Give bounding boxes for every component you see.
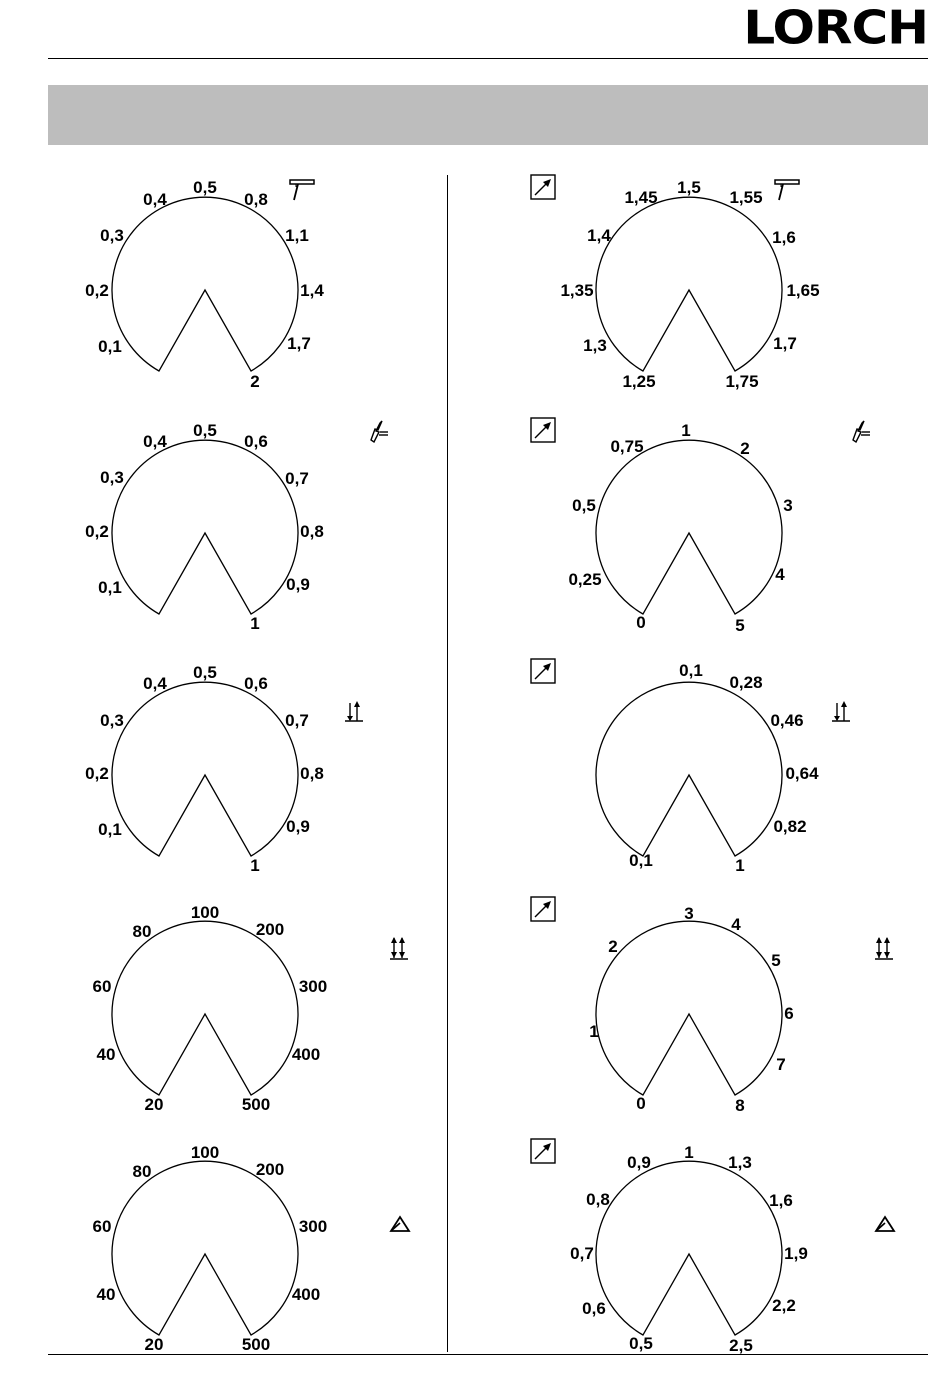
dial-shape: [112, 197, 298, 371]
dial-scale-label: 500: [241, 1095, 271, 1114]
dial-scale-label: 0,1: [629, 851, 653, 870]
dial-scale-label: 0,75: [610, 437, 644, 456]
dial-scale-label: 0,3: [100, 468, 124, 487]
dial-scale-label: 1,55: [729, 188, 763, 207]
dial-scale-label: 1: [735, 856, 745, 875]
dial-scale-label: 0,4: [143, 432, 167, 451]
dial-scale-label: 1,7: [773, 334, 797, 353]
dial-scale-label: 20: [144, 1095, 164, 1114]
dial-scale-label: 1,3: [728, 1153, 752, 1172]
dial-scale-label: 0,3: [100, 226, 124, 245]
dial-scale-label: 1,4: [300, 281, 324, 300]
dial-scale-label: 3: [684, 904, 694, 923]
dial-shape: [112, 1161, 298, 1335]
dial-scale-label: 0,5: [193, 421, 217, 440]
dial-scale-label: 60: [92, 977, 112, 996]
dial-scale-label: 400: [291, 1045, 321, 1064]
dial-scale-label: 0,6: [582, 1299, 606, 1318]
dial-scale-label: 1,75: [725, 372, 759, 391]
dial-scale-label: 0,64: [785, 764, 819, 783]
dial-scale-label: 60: [92, 1217, 112, 1236]
dial-shape: [596, 921, 782, 1095]
dial-scale-label: 80: [132, 922, 152, 941]
dial-shape: [596, 1161, 782, 1335]
dial-scale-label: 0,4: [143, 190, 167, 209]
dial-scale-label: 400: [291, 1285, 321, 1304]
dial-scale-label: 1,25: [622, 372, 656, 391]
dial-scale-label: 100: [190, 903, 220, 922]
dial-scale-label: 1,35: [560, 281, 594, 300]
dial-shape: [596, 682, 782, 856]
dial-scale-label: 1,7: [287, 334, 311, 353]
dial-scale-label: 1: [250, 856, 260, 875]
dial-scale-label: 0,3: [100, 711, 124, 730]
column-divider: [447, 175, 448, 1352]
dial-scale-label: 100: [190, 1143, 220, 1162]
dial-scale-label: 1,6: [769, 1191, 793, 1210]
dial-scale-label: 40: [96, 1285, 116, 1304]
dial-scale-label: 1,4: [587, 226, 611, 245]
dial-scale-label: 7: [776, 1055, 786, 1074]
dial-scale-label: 0,2: [85, 522, 109, 541]
dial-scale-label: 200: [255, 1160, 285, 1179]
dial-scale-label: 0,1: [98, 820, 122, 839]
dial-scale-label: 0,6: [244, 432, 268, 451]
dial-scale-label: 0,7: [285, 469, 309, 488]
dial-scale-label: 1: [250, 614, 260, 633]
dial-scale-label: 1,3: [583, 336, 607, 355]
dial-scale-label: 1: [589, 1022, 599, 1041]
dial-scale-label: 1,5: [677, 178, 701, 197]
dial-scale-label: 0,1: [679, 661, 703, 680]
dial-scale-label: 1: [681, 421, 691, 440]
dial-shape: [596, 197, 782, 371]
dial-outline: [0, 0, 950, 1]
dial-scale-label: 0,5: [193, 663, 217, 682]
dial-scale-label: 2,5: [729, 1336, 753, 1355]
dial-scale-label: 0,8: [300, 522, 324, 541]
dial-scale-label: 0,1: [98, 337, 122, 356]
dial-scale-label: 0,28: [729, 673, 763, 692]
dial-scale-label: 2: [608, 937, 618, 956]
dial-scale-label: 0,8: [586, 1190, 610, 1209]
lorch-logo: LORCH: [743, 1, 928, 55]
dial-scale-label: 0,25: [568, 570, 602, 589]
dial-scale-label: 0,6: [244, 674, 268, 693]
dial-scale-label: 0,82: [773, 817, 807, 836]
dial-scale-label: 0,8: [300, 764, 324, 783]
dial-scale-label: 0,5: [193, 178, 217, 197]
dial-scale-label: 1: [684, 1143, 694, 1162]
dial-scale-label: 6: [784, 1004, 794, 1023]
dial-scale-label: 2: [740, 439, 750, 458]
dial-shape: [596, 437, 785, 614]
header-rule: [48, 58, 928, 59]
title-band: [48, 85, 928, 145]
dial-scale-label: 1,65: [786, 281, 820, 300]
dial-scale-label: 0,7: [285, 711, 309, 730]
dial-shape: [112, 921, 298, 1095]
dial-scale-label: 8: [735, 1096, 745, 1115]
dial-shape: [112, 682, 298, 856]
dial-scale-label: 0,1: [98, 578, 122, 597]
dial-scale-label: 1,6: [772, 228, 796, 247]
dial-scale-label: 300: [298, 1217, 328, 1236]
dial-scale-label: 0,5: [629, 1334, 653, 1353]
dial-scale-label: 1,9: [784, 1244, 808, 1263]
dial-scale-label: 3: [783, 496, 793, 515]
dial-scale-label: 300: [298, 977, 328, 996]
dial-scale-label: 200: [255, 920, 285, 939]
dial-scale-label: 80: [132, 1162, 152, 1181]
dial-scale-label: 0,4: [143, 674, 167, 693]
dial-scale-label: 2,2: [772, 1296, 796, 1315]
dial-scale-label: 0,7: [570, 1244, 594, 1263]
dial-scale-label: 40: [96, 1045, 116, 1064]
dial-scale-label: 1,1: [285, 226, 309, 245]
dial-scale-label: 0,2: [85, 281, 109, 300]
dial-scale-label: 0,9: [286, 817, 310, 836]
dial-scale-label: 0: [636, 613, 646, 632]
dial-scale-label: 5: [771, 951, 781, 970]
dial-scale-label: 0,9: [627, 1153, 651, 1172]
dial-scale-label: 0,2: [85, 764, 109, 783]
dial-scale-label: 2: [250, 372, 260, 391]
dial-scale-label: 500: [241, 1335, 271, 1354]
dial-scale-label: 0: [636, 1094, 646, 1113]
dial-scale-label: 0,9: [286, 575, 310, 594]
dial-shape: [112, 440, 298, 614]
dial-scale-label: 4: [775, 565, 785, 584]
dial-scale-label: 20: [144, 1335, 164, 1354]
dial-scale-label: 0,8: [244, 190, 268, 209]
dial-scale-label: 0,5: [572, 496, 596, 515]
dial-scale-label: 5: [735, 616, 745, 635]
footer-rule: [48, 1354, 928, 1355]
dial-scale-label: 0,46: [770, 711, 804, 730]
dial-scale-label: 1,45: [624, 188, 658, 207]
dial-scale-label: 4: [731, 915, 741, 934]
